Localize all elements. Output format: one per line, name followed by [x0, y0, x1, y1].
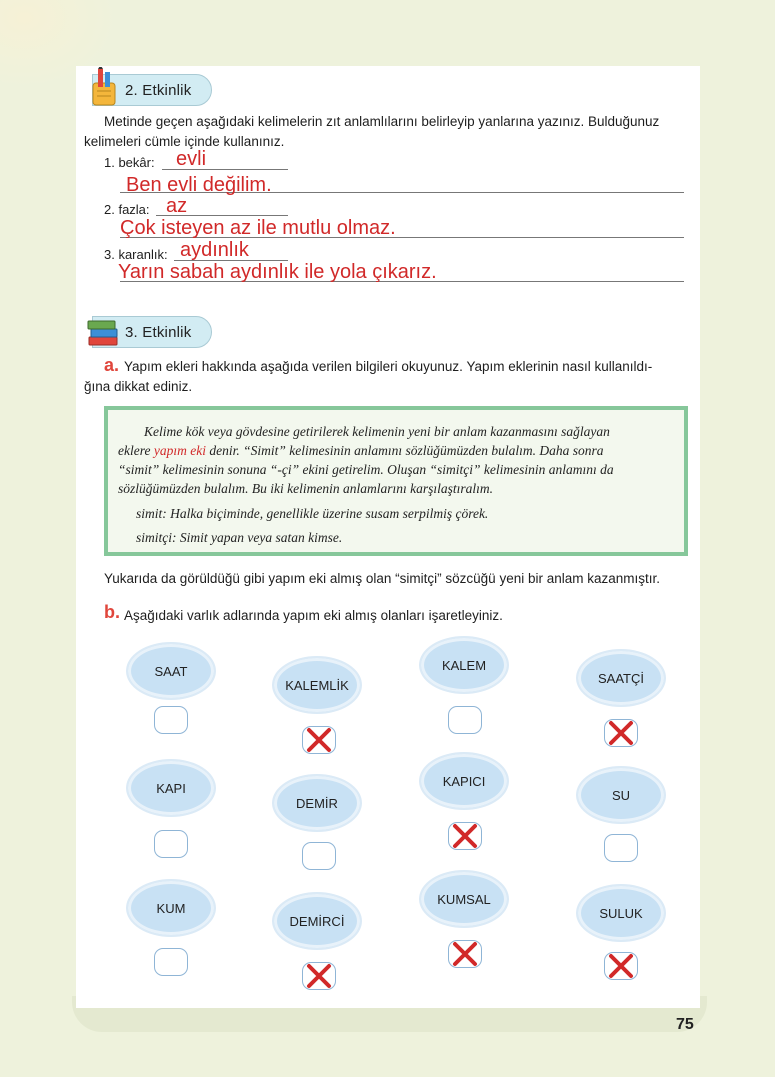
- word-checkbox[interactable]: [302, 726, 336, 754]
- word-checkbox[interactable]: [302, 842, 336, 870]
- cross-mark-icon: [451, 823, 479, 849]
- word-checkbox[interactable]: [154, 830, 188, 858]
- word-oval: KUM: [126, 879, 216, 937]
- activity2-instruction-2: kelimeleri cümle içinde kullanınız.: [84, 134, 285, 149]
- item3-answer[interactable]: aydınlık: [180, 239, 249, 261]
- item1-label: 1. bekâr:: [104, 155, 155, 170]
- cross-mark-icon: [607, 953, 635, 979]
- word-checkbox[interactable]: [448, 706, 482, 734]
- info-line2-post: denir. “Simit” kelimesinin anlamını sözlüğümüzden bulalım. Daha sonra: [205, 443, 604, 458]
- activity2-instruction-1: Metinde geçen aşağıdaki kelimelerin zıt anlamlılarını belirleyip yanlarına yazınız. Bulduğunuz: [104, 114, 660, 129]
- info-line2: [118, 441, 603, 460]
- info-line1: Kelime kök veya gövdesine getirilerek kelimenin yeni bir anlam kazanmasını sağlayan: [144, 424, 610, 439]
- word-oval: KAPI: [126, 759, 216, 817]
- info-line3: “simit” kelimesinin sonuna “-çi” ekini getirelim. Oluşan “simitçi” kelimesinin anlamını da: [118, 462, 614, 477]
- activity2-banner: [92, 74, 212, 106]
- info-line2-pre: eklere: [118, 443, 154, 458]
- info-def-simitci: simitçi: Simit yapan veya satan kimse.: [136, 530, 343, 545]
- word-oval: SAAT: [126, 642, 216, 700]
- cross-mark-icon: [451, 941, 479, 967]
- books-icon: [87, 313, 121, 349]
- info-line4: sözlüğümüzden bulalım. Bu iki kelimenin anlamlarını karşılaştıralım.: [118, 481, 493, 496]
- word-checkbox[interactable]: [448, 822, 482, 850]
- activity3-title: 3. Etkinlik: [125, 323, 192, 341]
- part-b-marker: b.: [104, 602, 120, 622]
- item2-answer[interactable]: az: [166, 195, 188, 217]
- item2-label: 2. fazla:: [104, 202, 150, 217]
- word-oval: DEMİR: [272, 774, 362, 832]
- part-a-line1: Yapım ekleri hakkında aşağıda verilen bilgileri okuyunuz. Yapım eklerinin nasıl kullanıldı-: [124, 359, 653, 374]
- cross-mark-icon: [607, 720, 635, 746]
- word-checkbox[interactable]: [154, 948, 188, 976]
- part-b-instruction: Aşağıdaki varlık adlarında yapım eki almış olanları işaretleyiniz.: [124, 608, 503, 623]
- part-a-line2: ğına dikkat ediniz.: [84, 379, 193, 394]
- word-checkbox[interactable]: [604, 834, 638, 862]
- info-highlight-term: yapım eki: [153, 443, 206, 458]
- item3-sentence[interactable]: Yarın sabah aydınlık ile yola çıkarız.: [118, 261, 437, 283]
- word-oval: KALEMLİK: [272, 656, 362, 714]
- summary-text: Yukarıda da görüldüğü gibi yapım eki almış olan “simitçi” sözcüğü yeni bir anlam kazanmıştır.: [104, 571, 661, 586]
- word-checkbox[interactable]: [604, 952, 638, 980]
- item2-sentence[interactable]: Çok isteyen az ile mutlu olmaz.: [120, 217, 396, 239]
- item3-label: 3. karanlık:: [104, 247, 168, 262]
- word-oval: KAPICI: [419, 752, 509, 810]
- word-checkbox[interactable]: [448, 940, 482, 968]
- info-def-simit: simit: Halka biçiminde, genellikle üzerine susam serpilmiş çörek.: [136, 506, 489, 521]
- cross-mark-icon: [305, 963, 333, 989]
- cross-mark-icon: [305, 727, 333, 753]
- word-oval: KALEM: [419, 636, 509, 694]
- workbook-page: [76, 66, 700, 1008]
- page-number: 75: [676, 1016, 694, 1033]
- pencil-cup-icon: [87, 67, 121, 107]
- word-checkbox[interactable]: [154, 706, 188, 734]
- word-oval: KUMSAL: [419, 870, 509, 928]
- info-box: [104, 406, 688, 556]
- word-oval: SULUK: [576, 884, 666, 942]
- word-oval: SAATÇİ: [576, 649, 666, 707]
- part-a-marker: a.: [104, 355, 120, 375]
- activity3-banner: [92, 316, 212, 348]
- word-checkbox[interactable]: [302, 962, 336, 990]
- activity2-title: 2. Etkinlik: [125, 81, 192, 99]
- word-oval: DEMİRCİ: [272, 892, 362, 950]
- item1-sentence[interactable]: Ben evli değilim.: [126, 174, 272, 196]
- word-checkbox[interactable]: [604, 719, 638, 747]
- item1-answer[interactable]: evli: [176, 148, 207, 170]
- word-oval: SU: [576, 766, 666, 824]
